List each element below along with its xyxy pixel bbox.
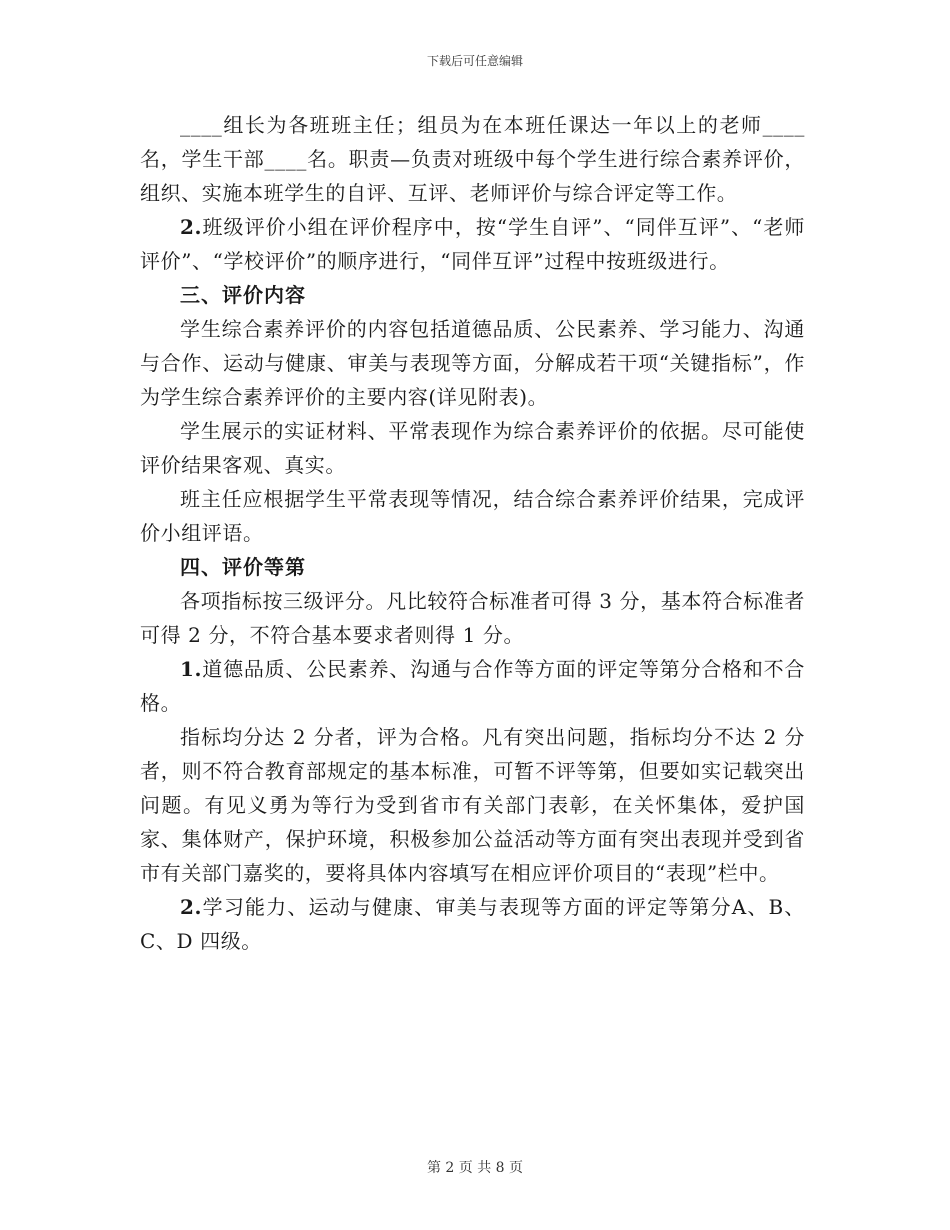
paragraph-evaluation-content: 学生综合素养评价的内容包括道德品质、公民素养、学习能力、沟通与合作、运动与健康、审美与表现等方面，分解成若干项“关键指标”，作为学生综合素养评价的主要内容(详见附表)。 (140, 317, 805, 409)
paragraph-scoring: 各项指标按三级评分。凡比较符合标准者可得 3 分，基本符合标准者可得 2 分，不符合基本要求者则得 1 分。 (140, 589, 805, 647)
page-footer: 第 2 页 共 8 页 (426, 1160, 524, 1176)
item-number: 2. (180, 895, 203, 919)
page-header: 下载后可任意编辑 (426, 54, 523, 68)
item-number: 1. (180, 657, 203, 681)
item-number: 2. (180, 215, 203, 239)
section-heading-evaluation-content: 三、评价内容 (180, 283, 306, 307)
paragraph-evidence: 学生展示的实证材料、平常表现作为综合素养评价的依据。尽可能使评价结果客观、真实。 (140, 419, 805, 477)
paragraph-teacher-comments: 班主任应根据学生平常表现等情况，结合综合素养评价结果，完成评价小组评语。 (140, 487, 805, 545)
paragraph-evaluation-procedure: 2.班级评价小组在评价程序中，按“学生自评”、“同伴互评”、“老师评价”、“学校评价”的顺序进行，“同伴互评”过程中按班级进行。 (140, 215, 805, 273)
paragraph-group-members: ____组长为各班班主任；组员为在本班任课达一年以上的老师____名，学生干部____名。职责—负责对班级中每个学生进行综合素养评价，组织、实施本班学生的自评、互评、老师评价与综合评定等工作。 (140, 113, 805, 205)
paragraph-abcd-grades: 2.学习能力、运动与健康、审美与表现等方面的评定等第分A、B、C、D 四级。 (140, 895, 805, 953)
document-body (140, 108, 805, 958)
paragraph-pass-fail: 1.道德品质、公民素养、沟通与合作等方面的评定等第分合格和不合格。 (140, 657, 805, 715)
section-heading-evaluation-grades: 四、评价等第 (180, 555, 306, 579)
paragraph-pass-criteria: 指标均分达 2 分者，评为合格。凡有突出问题，指标均分不达 2 分者，则不符合教育部规定的基本标准，可暂不评等第，但要如实记载突出问题。有见义勇为等行为受到省市有关部门表彰，在关怀集体，爱护国家、集体财产，保护环境，积极参加公益活动等方面有突出表现并受到省市有关部门嘉奖的，要将具体内容填写在相应评价项目的“表现”栏中。 (140, 725, 805, 885)
